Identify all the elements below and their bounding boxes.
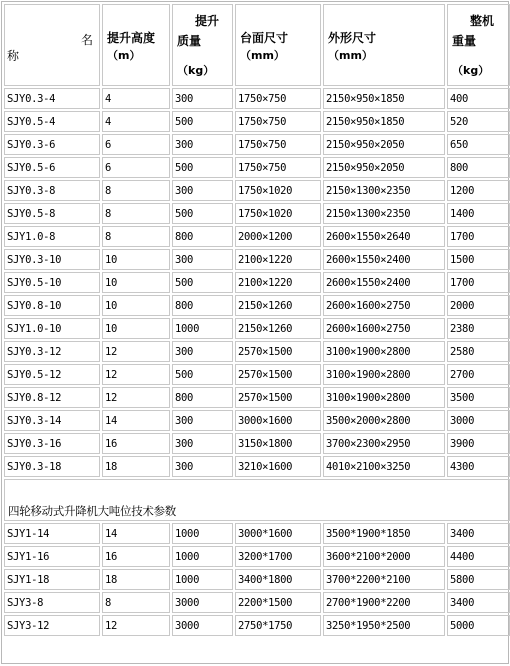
cell-model: SJY1-16 [4, 546, 100, 567]
cell-load: 500 [172, 364, 233, 385]
cell-load: 500 [172, 157, 233, 178]
header-height-unit: （m） [107, 49, 141, 62]
cell-model: SJY1.0-8 [4, 226, 100, 247]
header-model [4, 4, 100, 86]
cell-outer-size: 4010×2100×3250 [323, 456, 445, 477]
cell-table-size: 1750×1020 [235, 203, 321, 224]
cell-height: 18 [102, 456, 170, 477]
cell-weight: 800 [447, 157, 510, 178]
cell-table-size: 3000*1600 [235, 523, 321, 544]
cell-load: 300 [172, 180, 233, 201]
header-model-part1: 名 [80, 33, 93, 47]
cell-table-size: 2200*1500 [235, 592, 321, 613]
cell-load: 500 [172, 111, 233, 132]
cell-model: SJY1-14 [4, 523, 100, 544]
section-title: 四轮移动式升降机大吨位技术参数 [8, 504, 176, 518]
cell-model: SJY0.3-12 [4, 341, 100, 362]
cell-weight: 4300 [447, 456, 510, 477]
table-body-group2 [4, 523, 510, 636]
cell-table-size: 1750×750 [235, 88, 321, 109]
header-load-label2: 质量 [177, 34, 202, 48]
cell-height: 18 [102, 569, 170, 590]
cell-outer-size: 2600×1550×2400 [323, 249, 445, 270]
cell-model: SJY0.5-6 [4, 157, 100, 178]
cell-outer-size: 2600×1550×2640 [323, 226, 445, 247]
table-row [4, 295, 510, 316]
cell-load: 1000 [172, 546, 233, 567]
cell-load: 500 [172, 203, 233, 224]
header-table-size-label: 台面尺寸 [240, 31, 289, 45]
cell-weight: 650 [447, 134, 510, 155]
cell-height: 12 [102, 387, 170, 408]
cell-outer-size: 2150×950×1850 [323, 111, 445, 132]
cell-outer-size: 3700*2200*2100 [323, 569, 445, 590]
cell-height: 8 [102, 203, 170, 224]
table-row [4, 592, 510, 613]
cell-weight: 3400 [447, 523, 510, 544]
header-table-size [235, 4, 321, 86]
spec-table-container [1, 1, 509, 664]
table-row [4, 433, 510, 454]
cell-load: 1000 [172, 569, 233, 590]
header-height [102, 4, 170, 86]
cell-load: 800 [172, 226, 233, 247]
cell-height: 8 [102, 180, 170, 201]
cell-table-size: 2150×1260 [235, 318, 321, 339]
table-row [4, 615, 510, 636]
header-table-size-unit: （mm） [240, 49, 285, 62]
table-row [4, 157, 510, 178]
cell-weight: 1400 [447, 203, 510, 224]
cell-outer-size: 3100×1900×2800 [323, 341, 445, 362]
cell-model: SJY1.0-10 [4, 318, 100, 339]
cell-table-size: 2150×1260 [235, 295, 321, 316]
section-row [4, 479, 510, 521]
cell-load: 1000 [172, 318, 233, 339]
header-model-part2: 称 [7, 49, 20, 63]
header-load-label1: 提升 [195, 14, 220, 28]
table-row [4, 523, 510, 544]
cell-outer-size: 2150×950×2050 [323, 157, 445, 178]
cell-weight: 2380 [447, 318, 510, 339]
cell-weight: 5800 [447, 569, 510, 590]
cell-weight: 4400 [447, 546, 510, 567]
table-row [4, 180, 510, 201]
cell-model: SJY0.5-8 [4, 203, 100, 224]
cell-height: 6 [102, 134, 170, 155]
cell-outer-size: 3700×2300×2950 [323, 433, 445, 454]
cell-weight: 3000 [447, 410, 510, 431]
table-row [4, 569, 510, 590]
cell-outer-size: 3100×1900×2800 [323, 387, 445, 408]
cell-weight: 400 [447, 88, 510, 109]
cell-weight: 1700 [447, 226, 510, 247]
header-row [4, 4, 510, 86]
cell-outer-size: 3500×2000×2800 [323, 410, 445, 431]
cell-height: 14 [102, 523, 170, 544]
cell-model: SJY3-12 [4, 615, 100, 636]
cell-load: 1000 [172, 523, 233, 544]
cell-model: SJY0.8-10 [4, 295, 100, 316]
cell-table-size: 2100×1220 [235, 249, 321, 270]
cell-weight: 2580 [447, 341, 510, 362]
table-row [4, 387, 510, 408]
cell-table-size: 3200*1700 [235, 546, 321, 567]
table-row [4, 272, 510, 293]
cell-table-size: 2100×1220 [235, 272, 321, 293]
section-title-cell [4, 479, 510, 521]
cell-height: 12 [102, 341, 170, 362]
cell-outer-size: 3250*1950*2500 [323, 615, 445, 636]
header-height-label: 提升高度 [107, 31, 156, 45]
cell-weight: 2000 [447, 295, 510, 316]
cell-load: 800 [172, 295, 233, 316]
cell-table-size: 2000×1200 [235, 226, 321, 247]
cell-height: 4 [102, 111, 170, 132]
cell-outer-size: 2600×1550×2400 [323, 272, 445, 293]
cell-weight: 5000 [447, 615, 510, 636]
header-load-unit: （kg） [177, 64, 215, 77]
cell-outer-size: 2150×1300×2350 [323, 180, 445, 201]
header-load [172, 4, 233, 86]
header-weight-label2: 重量 [452, 34, 477, 48]
cell-model: SJY0.5-12 [4, 364, 100, 385]
cell-load: 3000 [172, 615, 233, 636]
cell-height: 4 [102, 88, 170, 109]
cell-outer-size: 2600×1600×2750 [323, 295, 445, 316]
cell-height: 10 [102, 295, 170, 316]
cell-weight: 520 [447, 111, 510, 132]
header-outer-size [323, 4, 445, 86]
header-weight-unit: （kg） [452, 64, 490, 77]
cell-outer-size: 2600×1600×2750 [323, 318, 445, 339]
cell-outer-size: 2150×950×1850 [323, 88, 445, 109]
cell-model: SJY0.8-12 [4, 387, 100, 408]
cell-outer-size: 3100×1900×2800 [323, 364, 445, 385]
cell-model: SJY0.3-6 [4, 134, 100, 155]
cell-model: SJY0.3-8 [4, 180, 100, 201]
cell-model: SJY0.3-18 [4, 456, 100, 477]
table-row [4, 203, 510, 224]
header-outer-size-unit: （mm） [328, 49, 373, 62]
cell-weight: 2700 [447, 364, 510, 385]
table-body-group1 [4, 88, 510, 477]
table-row [4, 318, 510, 339]
cell-model: SJY0.3-4 [4, 88, 100, 109]
cell-model: SJY1-18 [4, 569, 100, 590]
header-weight [447, 4, 510, 86]
cell-height: 14 [102, 410, 170, 431]
cell-table-size: 1750×750 [235, 134, 321, 155]
cell-table-size: 3150×1800 [235, 433, 321, 454]
cell-outer-size: 3500*1900*1850 [323, 523, 445, 544]
table-row [4, 249, 510, 270]
cell-model: SJY0.3-10 [4, 249, 100, 270]
cell-height: 12 [102, 364, 170, 385]
header-outer-size-label: 外形尺寸 [328, 31, 377, 45]
table-row [4, 111, 510, 132]
cell-load: 500 [172, 272, 233, 293]
cell-table-size: 3210×1600 [235, 456, 321, 477]
cell-load: 300 [172, 433, 233, 454]
cell-height: 10 [102, 318, 170, 339]
cell-load: 300 [172, 341, 233, 362]
cell-weight: 1500 [447, 249, 510, 270]
cell-height: 16 [102, 546, 170, 567]
cell-table-size: 3400*1800 [235, 569, 321, 590]
cell-weight: 3500 [447, 387, 510, 408]
cell-table-size: 1750×750 [235, 157, 321, 178]
table-row [4, 546, 510, 567]
table-row [4, 134, 510, 155]
cell-height: 8 [102, 592, 170, 613]
cell-table-size: 1750×750 [235, 111, 321, 132]
cell-load: 300 [172, 456, 233, 477]
header-weight-label1: 整机 [470, 14, 495, 28]
table-row [4, 226, 510, 247]
cell-outer-size: 2150×1300×2350 [323, 203, 445, 224]
cell-height: 10 [102, 272, 170, 293]
cell-outer-size: 2700*1900*2200 [323, 592, 445, 613]
cell-load: 300 [172, 88, 233, 109]
cell-table-size: 2570×1500 [235, 387, 321, 408]
cell-table-size: 2570×1500 [235, 364, 321, 385]
cell-table-size: 1750×1020 [235, 180, 321, 201]
cell-model: SJY0.5-10 [4, 272, 100, 293]
cell-load: 300 [172, 249, 233, 270]
spec-table [2, 2, 510, 638]
cell-table-size: 2570×1500 [235, 341, 321, 362]
cell-height: 6 [102, 157, 170, 178]
cell-load: 300 [172, 134, 233, 155]
cell-model: SJY0.5-4 [4, 111, 100, 132]
cell-table-size: 3000×1600 [235, 410, 321, 431]
cell-weight: 3900 [447, 433, 510, 454]
table-row [4, 456, 510, 477]
cell-weight: 1200 [447, 180, 510, 201]
table-row [4, 364, 510, 385]
cell-height: 12 [102, 615, 170, 636]
cell-model: SJY0.3-16 [4, 433, 100, 454]
cell-load: 800 [172, 387, 233, 408]
table-row [4, 410, 510, 431]
cell-model: SJY0.3-14 [4, 410, 100, 431]
cell-height: 10 [102, 249, 170, 270]
cell-weight: 1700 [447, 272, 510, 293]
table-row [4, 341, 510, 362]
cell-load: 3000 [172, 592, 233, 613]
table-row [4, 88, 510, 109]
cell-load: 300 [172, 410, 233, 431]
cell-height: 8 [102, 226, 170, 247]
cell-weight: 3400 [447, 592, 510, 613]
cell-outer-size: 3600*2100*2000 [323, 546, 445, 567]
cell-height: 16 [102, 433, 170, 454]
cell-table-size: 2750*1750 [235, 615, 321, 636]
cell-model: SJY3-8 [4, 592, 100, 613]
cell-outer-size: 2150×950×2050 [323, 134, 445, 155]
